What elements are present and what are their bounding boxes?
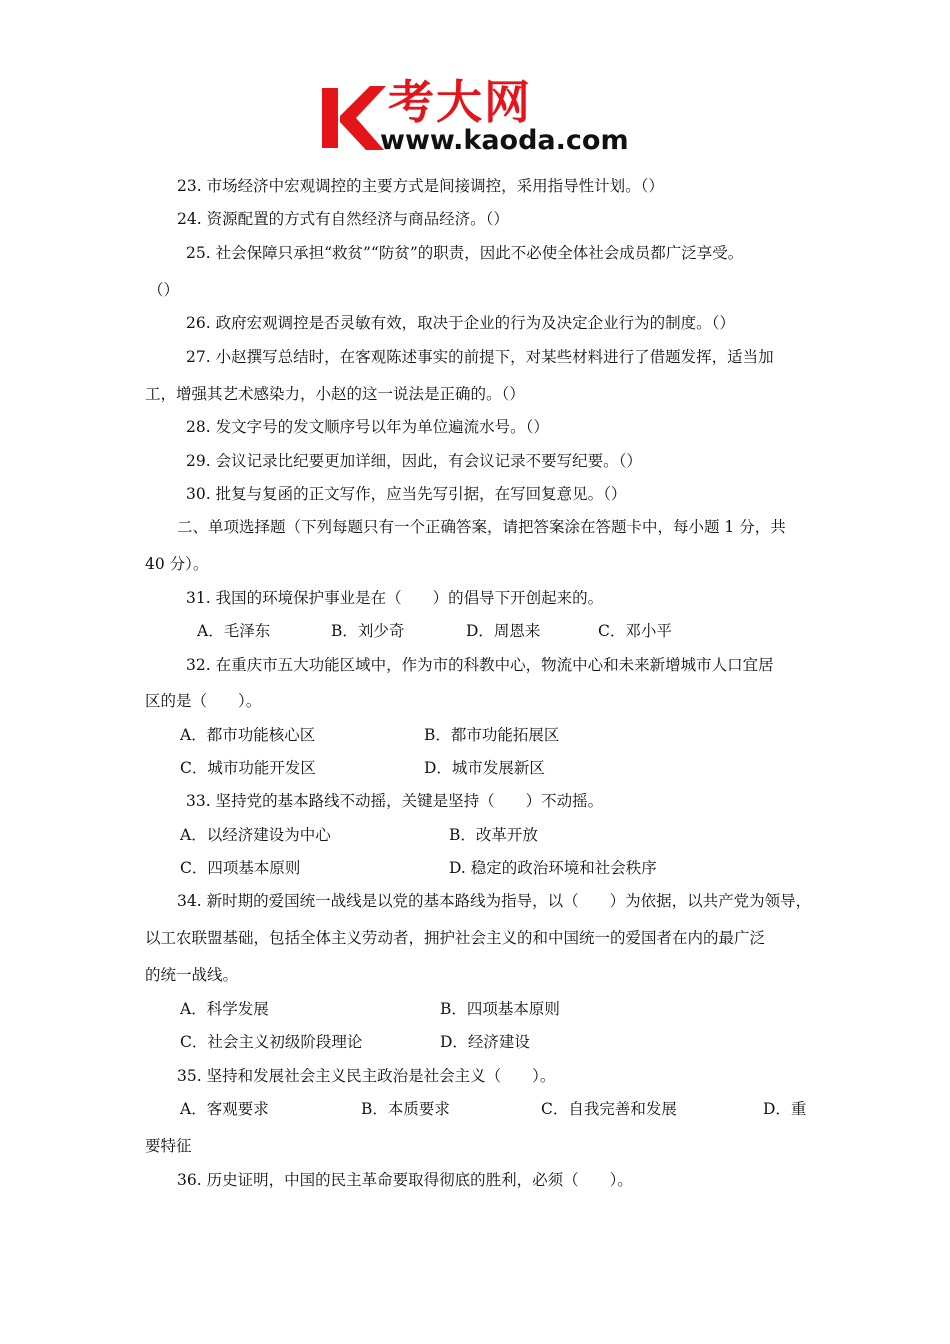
question-32-option-b: B．都市功能拓展区 <box>424 726 560 744</box>
logo-brand-text: 考大网 <box>388 75 532 129</box>
question-34-option-a: A．科学发展 <box>180 1000 269 1018</box>
question-34-stem-line3: 的统一战线。 <box>145 966 239 984</box>
question-31-option-c: C．邓小平 <box>598 622 672 640</box>
question-36-stem: 36. 历史证明，中国的民主革命要取得彻底的胜利，必须（ ）。 <box>177 1171 633 1189</box>
question-32-option-a: A．都市功能核心区 <box>180 726 316 744</box>
question-27-line1: 27. 小赵撰写总结时，在客观陈述事实的前提下，对某些材料进行了借题发挥，适当加 <box>186 348 774 366</box>
question-34-option-d: D．经济建设 <box>440 1033 530 1051</box>
question-29: 29. 会议记录比纪要更加详细，因此，有会议记录不要写纪要。（） <box>186 452 642 470</box>
question-35-option-d-continued: 要特征 <box>145 1137 192 1155</box>
question-24: 24. 资源配置的方式有自然经济与商品经济。（） <box>177 210 509 228</box>
question-31-option-a: A．毛泽东 <box>197 622 271 640</box>
section2-heading-line1: 二、单项选择题（下列每题只有一个正确答案，请把答案涂在答题卡中，每小题 1 分，共 <box>177 518 786 536</box>
question-35-option-d: D．重 <box>763 1100 807 1118</box>
question-34-stem-line2: 以工农联盟基础，包括全体主义劳动者，拥护社会主义的和中国统一的爱国者在内的最广泛 <box>145 929 766 947</box>
question-28: 28. 发文字号的发文顺序号以年为单位遍流水号。（） <box>186 418 549 436</box>
question-33-option-a: A．以经济建设为中心 <box>180 826 331 844</box>
question-25-line2: （） <box>148 281 180 299</box>
question-32-stem-line2: 区的是（ ）。 <box>145 692 262 710</box>
question-23: 23. 市场经济中宏观调控的主要方式是间接调控，采用指导性计划。（） <box>177 177 664 195</box>
question-32-stem-line1: 32. 在重庆市五大功能区域中，作为市的科教中心，物流中心和未来新增城市人口宜居 <box>186 656 774 674</box>
section2-heading-line2: 40 分）。 <box>145 555 209 573</box>
question-34-option-b: B．四项基本原则 <box>440 1000 560 1018</box>
question-25-line1: 25. 社会保障只承担“救贫”“防贫”的职责，因此不必使全体社会成员都广泛享受。 <box>186 244 744 262</box>
question-33-option-b: B．改革开放 <box>449 826 538 844</box>
question-33-option-d: D. 稳定的政治环境和社会秩序 <box>449 859 657 877</box>
question-31-stem: 31. 我国的环境保护事业是在（ ）的倡导下开创起来的。 <box>186 589 604 607</box>
question-33-stem: 33. 坚持党的基本路线不动摇，关键是坚持（ ）不动摇。 <box>186 792 604 810</box>
question-34-option-c: C．社会主义初级阶段理论 <box>180 1033 363 1051</box>
question-35-option-c: C．自我完善和发展 <box>541 1100 677 1118</box>
question-35-option-a: A．客观要求 <box>180 1100 269 1118</box>
question-32-option-c: C．城市功能开发区 <box>180 759 316 777</box>
question-35-stem: 35. 坚持和发展社会主义民主政治是社会主义（ ）。 <box>177 1067 556 1085</box>
question-30: 30. 批复与复函的正文写作，应当先写引据，在写回复意见。（） <box>186 485 627 503</box>
question-33-option-c: C．四项基本原则 <box>180 859 301 877</box>
question-31-option-d: D．周恩来 <box>466 622 541 640</box>
kaoda-logo <box>318 75 648 160</box>
k-logo-icon <box>318 82 388 154</box>
question-34-stem-line1: 34. 新时期的爱国统一战线是以党的基本路线为指导，以（ ）为依据，以共产党为领导， <box>177 892 812 910</box>
question-32-option-d: D．城市发展新区 <box>424 759 545 777</box>
question-35-option-b: B．本质要求 <box>361 1100 450 1118</box>
question-27-line2: 工，增强其艺术感染力，小赵的这一说法是正确的。（） <box>145 385 525 403</box>
question-31-option-b: B．刘少奇 <box>331 622 405 640</box>
question-26: 26. 政府宏观调控是否灵敏有效，取决于企业的行为及决定企业行为的制度。（） <box>186 314 735 332</box>
logo-url-text: www.kaoda.com <box>380 125 629 156</box>
